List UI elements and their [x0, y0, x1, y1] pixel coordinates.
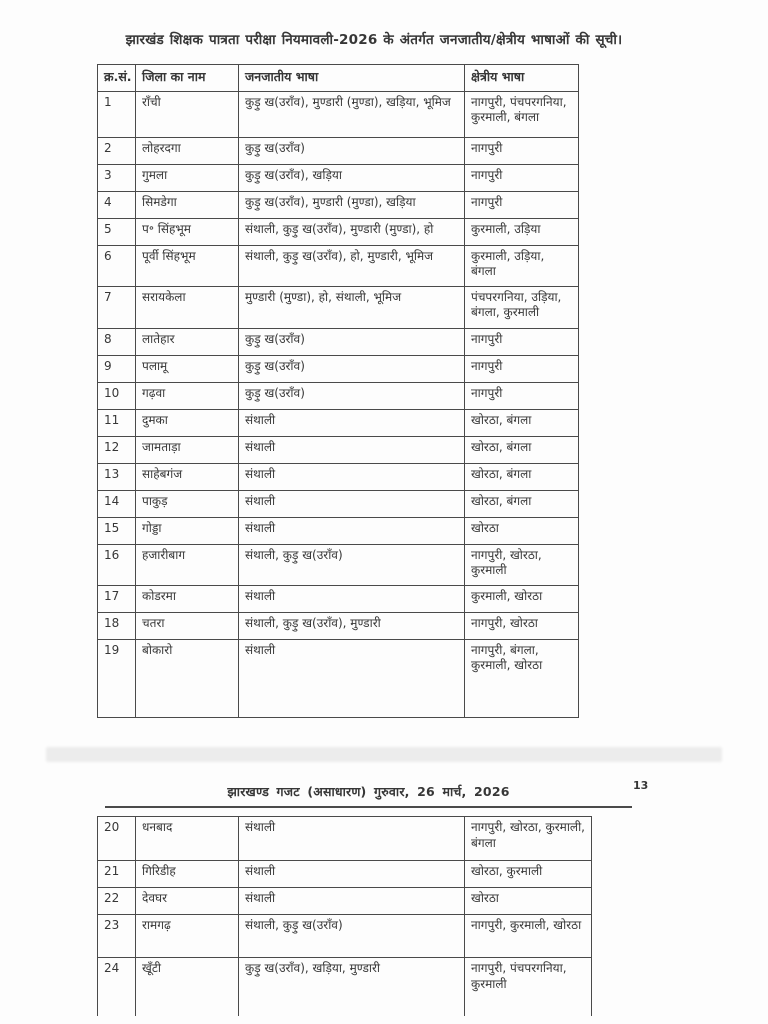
- serial-number-cell: 21: [98, 861, 136, 888]
- tribal-languages-cell: कुड़ु ख(उराँव): [239, 328, 465, 355]
- table-row: [98, 612, 579, 639]
- tribal-languages-cell: संथाली: [239, 639, 465, 717]
- regional-languages-cell: खोरठा, बंगला: [465, 490, 579, 517]
- district-name-cell: जामताड़ा: [136, 436, 239, 463]
- district-name-cell: सिमडेगा: [136, 191, 239, 218]
- regional-languages-cell: नागपुरी: [465, 137, 579, 164]
- regional-languages-cell: कुरमाली, खोरठा: [465, 585, 579, 612]
- languages-table-districts-1-19: [97, 64, 579, 718]
- table-row: [98, 328, 579, 355]
- district-name-cell: हजारीबाग: [136, 544, 239, 585]
- regional-languages-cell: खोरठा, बंगला: [465, 409, 579, 436]
- district-name-cell: साहेबगंज: [136, 463, 239, 490]
- district-name-cell: पूर्वी सिंहभूम: [136, 245, 239, 286]
- serial-number-cell: 6: [98, 245, 136, 286]
- district-name-cell: लोहरदगा: [136, 137, 239, 164]
- page-break-band: [46, 747, 722, 762]
- document-title: झारखंड शिक्षक पात्रता परीक्षा नियमावली-2026 के अंतर्गत जनजातीय/क्षेत्रीय भाषाओं की सूची।: [125, 32, 623, 48]
- table-row: [98, 958, 592, 1016]
- tribal-languages-cell: संथाली, कुड़ु ख(उराँव), मुण्डारी (मुण्डा), हो: [239, 218, 465, 245]
- table-header-row: [98, 65, 579, 92]
- tribal-languages-cell: संथाली, कुड़ु ख(उराँव): [239, 544, 465, 585]
- table-row: [98, 218, 579, 245]
- table-row: [98, 245, 579, 286]
- serial-number-cell: 23: [98, 915, 136, 958]
- district-name-cell: गोड्डा: [136, 517, 239, 544]
- table-row: [98, 436, 579, 463]
- tribal-languages-cell: मुण्डारी (मुण्डा), हो, संथाली, भूमिज: [239, 286, 465, 328]
- tribal-languages-cell: संथाली: [239, 817, 465, 861]
- serial-number-cell: 10: [98, 382, 136, 409]
- district-name-cell: गिरिडीह: [136, 861, 239, 888]
- regional-languages-cell: नागपुरी: [465, 382, 579, 409]
- serial-number-cell: 15: [98, 517, 136, 544]
- tribal-languages-cell: कुड़ु ख(उराँव), खड़िया, मुण्डारी: [239, 958, 465, 1016]
- district-name-cell: कोडरमा: [136, 585, 239, 612]
- tribal-languages-cell: कुड़ु ख(उराँव): [239, 137, 465, 164]
- district-name-cell: रामगढ़: [136, 915, 239, 958]
- header-regional-language: क्षेत्रीय भाषा: [465, 65, 579, 92]
- regional-languages-cell: नागपुरी, खोरठा, कुरमाली, बंगला: [465, 817, 592, 861]
- serial-number-cell: 3: [98, 164, 136, 191]
- gazette-header: झारखण्ड गजट (असाधारण) गुरुवार, 26 मार्च, 2026: [227, 784, 510, 799]
- gazette-divider: [105, 806, 632, 808]
- table-row: [98, 286, 579, 328]
- regional-languages-cell: खोरठा, बंगला: [465, 436, 579, 463]
- regional-languages-cell: कुरमाली, उड़िया: [465, 218, 579, 245]
- serial-number-cell: 7: [98, 286, 136, 328]
- regional-languages-cell: खोरठा: [465, 888, 592, 915]
- district-name-cell: चतरा: [136, 612, 239, 639]
- tribal-languages-cell: संथाली: [239, 463, 465, 490]
- tribal-languages-cell: संथाली: [239, 585, 465, 612]
- district-name-cell: देवघर: [136, 888, 239, 915]
- serial-number-cell: 5: [98, 218, 136, 245]
- serial-number-cell: 11: [98, 409, 136, 436]
- tribal-languages-cell: संथाली, कुड़ु ख(उराँव), मुण्डारी: [239, 612, 465, 639]
- tribal-languages-cell: कुड़ु ख(उराँव): [239, 382, 465, 409]
- tribal-languages-cell: कुड़ु ख(उराँव), मुण्डारी (मुण्डा), खड़िया: [239, 191, 465, 218]
- district-name-cell: धनबाद: [136, 817, 239, 861]
- table-body-bottom: [98, 817, 592, 1016]
- serial-number-cell: 19: [98, 639, 136, 717]
- table-row: [98, 861, 592, 888]
- table-row: [98, 517, 579, 544]
- table-row: [98, 544, 579, 585]
- tribal-languages-cell: कुड़ु ख(उराँव): [239, 355, 465, 382]
- regional-languages-cell: कुरमाली, उड़िया, बंगला: [465, 245, 579, 286]
- regional-languages-cell: नागपुरी, खोरठा, कुरमाली: [465, 544, 579, 585]
- table-row: [98, 355, 579, 382]
- district-name-cell: पलामू: [136, 355, 239, 382]
- district-name-cell: दुमका: [136, 409, 239, 436]
- serial-number-cell: 18: [98, 612, 136, 639]
- table-row: [98, 817, 592, 861]
- tribal-languages-cell: संथाली, कुड़ु ख(उराँव), हो, मुण्डारी, भूमिज: [239, 245, 465, 286]
- serial-number-cell: 12: [98, 436, 136, 463]
- tribal-languages-cell: संथाली: [239, 888, 465, 915]
- table-row: [98, 191, 579, 218]
- tribal-languages-cell: कुड़ु ख(उराँव), मुण्डारी (मुण्डा), खड़िया, भूमिज: [239, 91, 465, 137]
- regional-languages-cell: खोरठा: [465, 517, 579, 544]
- table-row: [98, 382, 579, 409]
- tribal-languages-cell: संथाली: [239, 517, 465, 544]
- table-body-top: [98, 91, 579, 717]
- regional-languages-cell: नागपुरी: [465, 164, 579, 191]
- district-name-cell: सरायकेला: [136, 286, 239, 328]
- regional-languages-cell: नागपुरी: [465, 191, 579, 218]
- table-row: [98, 91, 579, 137]
- table-row: [98, 409, 579, 436]
- serial-number-cell: 9: [98, 355, 136, 382]
- serial-number-cell: 8: [98, 328, 136, 355]
- tribal-languages-cell: संथाली: [239, 861, 465, 888]
- table-row: [98, 490, 579, 517]
- district-name-cell: राँची: [136, 91, 239, 137]
- district-name-cell: बोकारो: [136, 639, 239, 717]
- district-name-cell: गुमला: [136, 164, 239, 191]
- serial-number-cell: 16: [98, 544, 136, 585]
- serial-number-cell: 20: [98, 817, 136, 861]
- header-serial-number: क्र.सं.: [98, 65, 136, 92]
- regional-languages-cell: नागपुरी, खोरठा: [465, 612, 579, 639]
- regional-languages-cell: खोरठा, कुरमाली: [465, 861, 592, 888]
- regional-languages-cell: नागपुरी, पंचपरगनिया, कुरमाली, बंगला: [465, 91, 579, 137]
- table-row: [98, 915, 592, 958]
- regional-languages-cell: नागपुरी, कुरमाली, खोरठा: [465, 915, 592, 958]
- tribal-languages-cell: संथाली, कुड़ु ख(उराँव): [239, 915, 465, 958]
- serial-number-cell: 14: [98, 490, 136, 517]
- table-row: [98, 463, 579, 490]
- serial-number-cell: 2: [98, 137, 136, 164]
- serial-number-cell: 24: [98, 958, 136, 1016]
- languages-table-districts-20-24: [97, 816, 592, 1016]
- tribal-languages-cell: कुड़ु ख(उराँव), खड़िया: [239, 164, 465, 191]
- district-name-cell: प॰ सिंहभूम: [136, 218, 239, 245]
- table-row: [98, 639, 579, 717]
- regional-languages-cell: नागपुरी: [465, 355, 579, 382]
- serial-number-cell: 17: [98, 585, 136, 612]
- table-row: [98, 164, 579, 191]
- tribal-languages-cell: संथाली: [239, 436, 465, 463]
- tribal-languages-cell: संथाली: [239, 490, 465, 517]
- regional-languages-cell: पंचपरगनिया, उड़िया, बंगला, कुरमाली: [465, 286, 579, 328]
- regional-languages-cell: नागपुरी, पंचपरगनिया, कुरमाली: [465, 958, 592, 1016]
- district-name-cell: गढ़वा: [136, 382, 239, 409]
- serial-number-cell: 4: [98, 191, 136, 218]
- regional-languages-cell: नागपुरी: [465, 328, 579, 355]
- district-name-cell: खूँटी: [136, 958, 239, 1016]
- regional-languages-cell: खोरठा, बंगला: [465, 463, 579, 490]
- serial-number-cell: 22: [98, 888, 136, 915]
- page-number: 13: [633, 779, 649, 792]
- serial-number-cell: 13: [98, 463, 136, 490]
- district-name-cell: पाकुड़: [136, 490, 239, 517]
- regional-languages-cell: नागपुरी, बंगला, कुरमाली, खोरठा: [465, 639, 579, 717]
- serial-number-cell: 1: [98, 91, 136, 137]
- table-row: [98, 888, 592, 915]
- table-row: [98, 585, 579, 612]
- table-row: [98, 137, 579, 164]
- header-district-name: जिला का नाम: [136, 65, 239, 92]
- tribal-languages-cell: संथाली: [239, 409, 465, 436]
- header-tribal-language: जनजातीय भाषा: [239, 65, 465, 92]
- district-name-cell: लातेहार: [136, 328, 239, 355]
